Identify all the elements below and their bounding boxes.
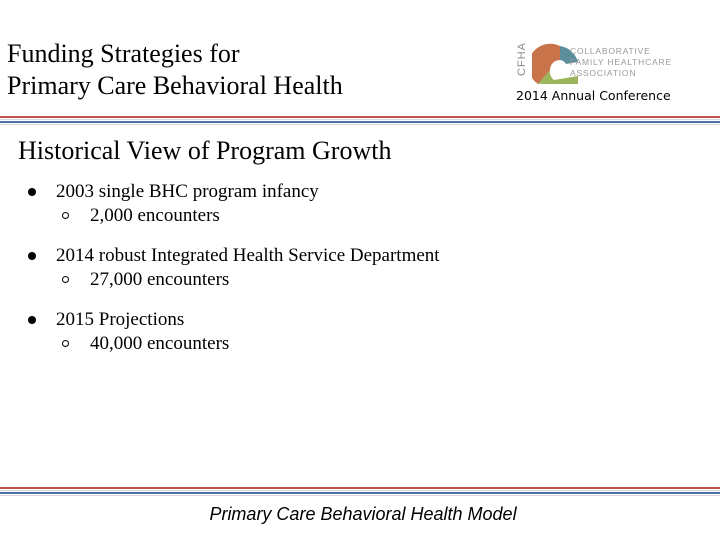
footer-text: Primary Care Behavioral Health Model xyxy=(209,504,517,524)
sub-bullet-text: 40,000 encounters xyxy=(90,333,230,354)
sub-bullet-circle-icon xyxy=(62,340,69,347)
sub-bullet-circle-icon xyxy=(62,212,69,219)
logo-word-1: COLLABORATIVE xyxy=(570,46,651,56)
bullet-text: 2015 Projections xyxy=(56,309,185,330)
list-item xyxy=(28,308,440,356)
bullet-text: 2014 robust Integrated Health Service Department xyxy=(56,245,440,266)
title-line-2: Primary Care Behavioral Health xyxy=(7,71,343,100)
conference-label: 2014 Annual Conference xyxy=(516,88,671,103)
list-item xyxy=(28,244,440,292)
footer-divider xyxy=(0,487,720,496)
cfha-logo xyxy=(516,38,676,90)
logo-word-2: FAMILY HEALTHCARE xyxy=(570,57,672,67)
slide-heading: Historical View of Program Growth xyxy=(18,136,392,165)
header-divider xyxy=(0,116,720,125)
logo-acronym: CFHA xyxy=(516,42,528,76)
bullet-dot-icon xyxy=(28,316,36,324)
sub-bullet-text: 2,000 encounters xyxy=(90,205,220,226)
sub-bullet-text: 27,000 encounters xyxy=(90,269,230,290)
logo-word-3: ASSOCIATION xyxy=(570,68,637,78)
slide-header-title xyxy=(7,38,343,102)
title-line-1: Funding Strategies for xyxy=(7,39,240,68)
bullet-dot-icon xyxy=(28,252,36,260)
logo-wordmark xyxy=(570,46,672,79)
bullet-dot-icon xyxy=(28,188,36,196)
bullet-list xyxy=(28,180,440,372)
list-item xyxy=(28,180,440,228)
bullet-text: 2003 single BHC program infancy xyxy=(56,181,319,202)
sub-bullet-circle-icon xyxy=(62,276,69,283)
